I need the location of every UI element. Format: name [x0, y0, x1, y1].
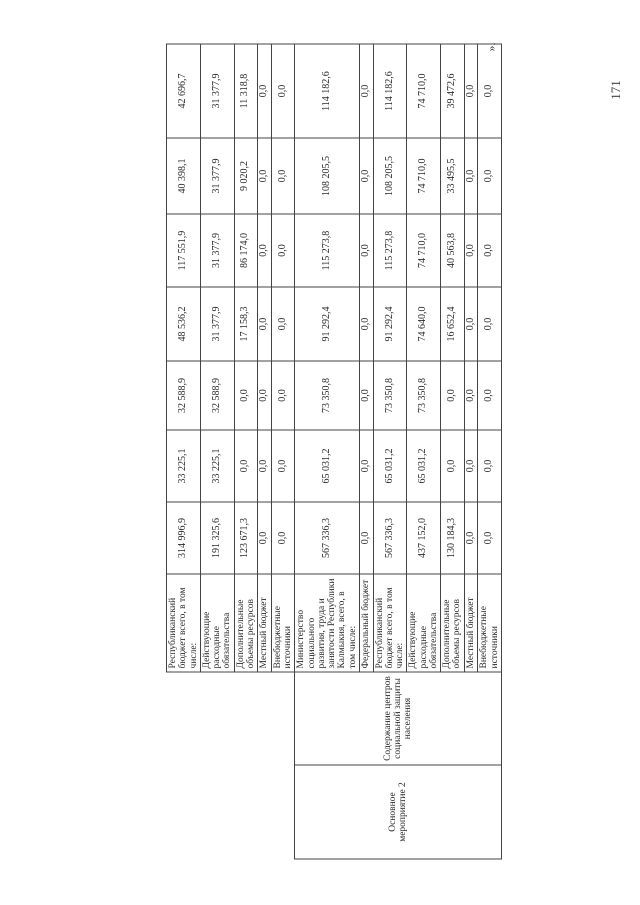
value-cell: 31 377,9	[200, 138, 234, 214]
budget-table	[166, 44, 502, 860]
value-cell: 31 377,9	[200, 214, 234, 287]
value-cell: 0,0	[271, 502, 295, 574]
value-cell: 0,0	[478, 502, 502, 574]
row-label: Местный бюджет	[258, 574, 272, 672]
row-label: Внебюджетные источники	[271, 574, 295, 672]
value-cell: 32 588,9	[200, 361, 234, 430]
value-cell: 17 158,3	[234, 287, 258, 361]
value-cell: 123 671,3	[234, 502, 258, 574]
value-cell: 114 182,6	[373, 44, 407, 138]
table-row	[295, 44, 360, 859]
value-cell: 0,0	[258, 430, 272, 502]
value-cell: 0,0	[359, 430, 373, 502]
value-cell: 0,0	[464, 430, 478, 502]
value-cell: 74 640,0	[407, 287, 441, 361]
row-label: Дополнительные объемы ресурсов	[234, 574, 258, 672]
value-cell: 0,0	[464, 44, 478, 138]
value-cell: 31 377,9	[200, 44, 234, 138]
value-cell: 11 318,8	[234, 44, 258, 138]
value-cell: 65 031,2	[295, 430, 360, 502]
value-cell: 0,0	[271, 44, 295, 138]
value-cell: 0,0	[258, 361, 272, 430]
value-cell: 48 536,2	[167, 287, 201, 361]
value-cell: 0,0	[271, 430, 295, 502]
value-cell: 191 325,6	[200, 502, 234, 574]
value-cell: 0,0	[478, 361, 502, 430]
event-label: Основное мероприятие 2	[295, 765, 502, 859]
value-cell: 0,0	[464, 287, 478, 361]
value-cell: 0,0	[464, 214, 478, 287]
value-cell: 0,0	[359, 214, 373, 287]
row-label: Федеральный бюджет	[359, 574, 373, 672]
value-cell: 0,0	[359, 361, 373, 430]
value-cell: 74 710,0	[407, 138, 441, 214]
value-cell: 108 205,5	[295, 138, 360, 214]
value-cell: 9 020,2	[234, 138, 258, 214]
value-cell: 33 225,1	[200, 430, 234, 502]
value-cell: 114 182,6	[295, 44, 360, 138]
value-cell: 0,0	[234, 361, 258, 430]
value-cell: 40 563,8	[441, 214, 465, 287]
row-label: Действующие расходные обязательства	[407, 574, 441, 672]
value-cell: 0,0	[359, 44, 373, 138]
value-cell: 91 292,4	[295, 287, 360, 361]
row-label: Местный бюджет	[464, 574, 478, 672]
value-cell: 0,0	[478, 138, 502, 214]
value-cell: 31 377,9	[200, 287, 234, 361]
value-cell: 437 152,0	[407, 502, 441, 574]
row-label: Республиканский бюджет всего, в том числе:	[373, 574, 407, 672]
value-cell: 0,0	[271, 361, 295, 430]
value-cell: 0,0	[258, 44, 272, 138]
value-cell: 39 472,6	[441, 44, 465, 138]
row-label: Министерство социального развития, труда и занятости Республики Калмыкия, всего, в том числе:	[295, 574, 360, 672]
value-cell: 0,0	[271, 138, 295, 214]
row-label: Республиканский бюджет всего, в том числе:	[167, 574, 201, 672]
value-cell: 65 031,2	[373, 430, 407, 502]
value-cell: 91 292,4	[373, 287, 407, 361]
value-cell: 0,0	[359, 138, 373, 214]
row-label: Действующие расходные обязательства	[200, 574, 234, 672]
event-title: Содержание центров социальной защиты населения	[295, 672, 502, 765]
value-cell: 0,0	[271, 287, 295, 361]
value-cell: 0,0	[464, 361, 478, 430]
rotated-page	[166, 42, 500, 860]
value-cell: 86 174,0	[234, 214, 258, 287]
value-cell: 0,0	[441, 361, 465, 430]
page-number: 171	[607, 80, 623, 100]
empty-cell	[167, 672, 295, 765]
value-cell: 73 350,8	[295, 361, 360, 430]
value-cell: 65 031,2	[407, 430, 441, 502]
value-cell: 16 652,4	[441, 287, 465, 361]
table-row	[167, 44, 201, 859]
value-cell: 117 551,9	[167, 214, 201, 287]
value-cell: 115 273,8	[295, 214, 360, 287]
value-cell: 0,0	[359, 502, 373, 574]
value-cell: 0,0	[478, 214, 502, 287]
value-cell: 74 710,0	[407, 214, 441, 287]
value-cell: 115 273,8	[373, 214, 407, 287]
value-cell: 73 350,8	[407, 361, 441, 430]
value-cell: 33 495,5	[441, 138, 465, 214]
value-cell: 0,0	[478, 287, 502, 361]
value-cell: 0,0	[258, 214, 272, 287]
value-cell: 74 710,0	[407, 44, 441, 138]
value-cell: 567 336,3	[373, 502, 407, 574]
value-cell: 0,0	[258, 502, 272, 574]
value-cell: 567 336,3	[295, 502, 360, 574]
empty-cell	[167, 765, 295, 859]
value-cell: 314 996,9	[167, 502, 201, 574]
value-cell: 0,0	[234, 430, 258, 502]
value-cell: 0,0	[478, 44, 502, 138]
value-cell: 0,0	[464, 138, 478, 214]
closing-quote: ».	[484, 42, 498, 52]
value-cell: 0,0	[441, 430, 465, 502]
value-cell: 108 205,5	[373, 138, 407, 214]
value-cell: 130 184,3	[441, 502, 465, 574]
value-cell: 0,0	[258, 287, 272, 361]
value-cell: 0,0	[258, 138, 272, 214]
value-cell: 32 588,9	[167, 361, 201, 430]
value-cell: 40 398,1	[167, 138, 201, 214]
value-cell: 0,0	[271, 214, 295, 287]
value-cell: 0,0	[359, 287, 373, 361]
value-cell: 33 225,1	[167, 430, 201, 502]
row-label: Дополнительные объемы ресурсов	[441, 574, 465, 672]
value-cell: 73 350,8	[373, 361, 407, 430]
value-cell: 0,0	[464, 502, 478, 574]
value-cell: 42 696,7	[167, 44, 201, 138]
value-cell: 0,0	[478, 430, 502, 502]
row-label: Внебюджетные источники	[478, 574, 502, 672]
